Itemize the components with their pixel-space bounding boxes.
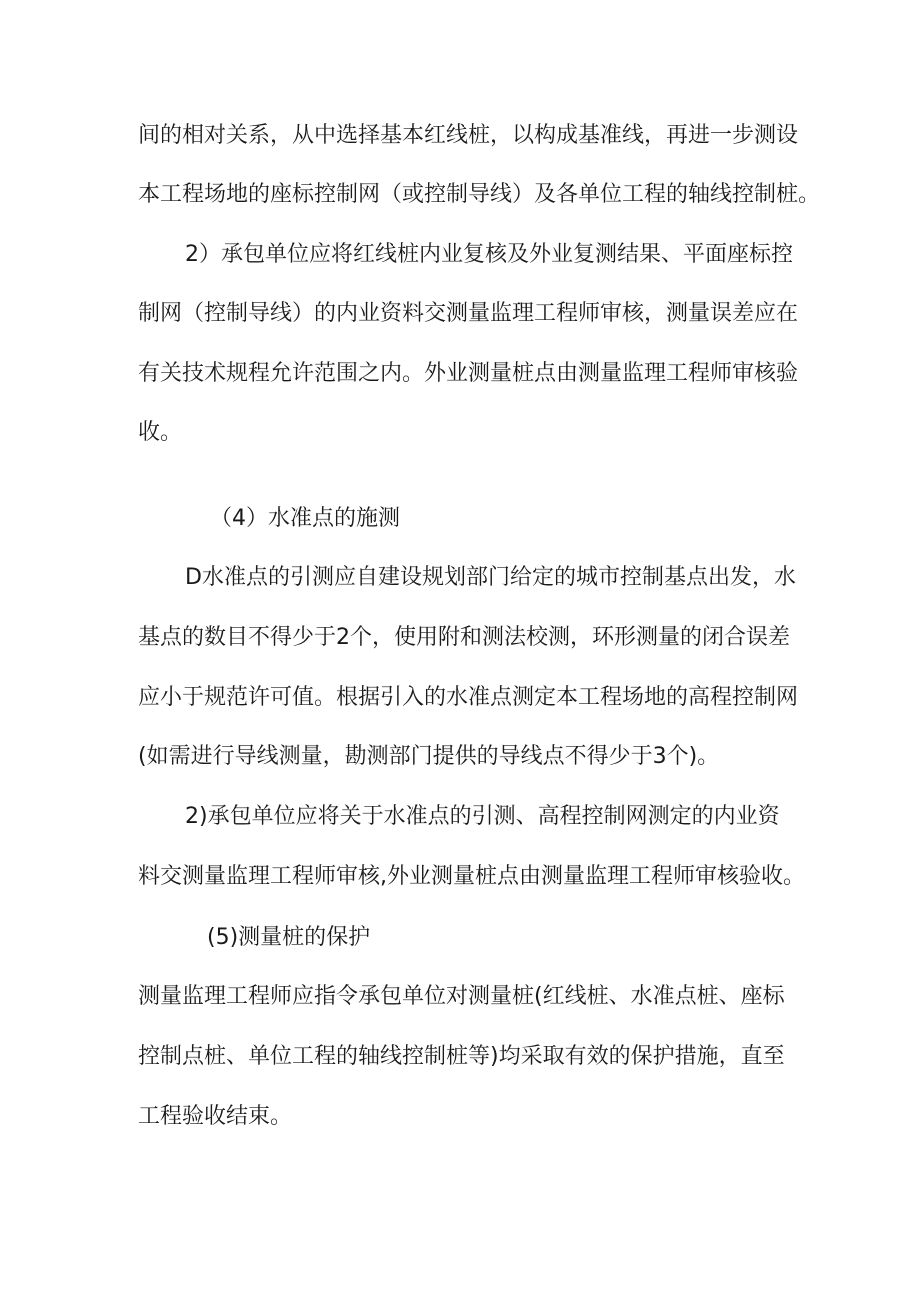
text-line-9: 基点的数目不得少于2个，使用附和测法校测，环形测量的闭合误差 xyxy=(138,625,790,650)
text-line-16: 控制点桩、单位工程的轴线控制桩等)均采取有效的保护措施，直至 xyxy=(138,1044,785,1069)
text-line-11: (如需进行导线测量，勘测部门提供的导线点不得少于3个)。 xyxy=(138,744,720,769)
text-line-17: 工程验收结束。 xyxy=(138,1104,293,1129)
text-line-5: 有关技术规程允许范围之内。外业测量桩点由测量监理工程师审核验 xyxy=(138,361,799,386)
text-line-12: 2)承包单位应将关于水准点的引测、高程控制网测定的内业资 xyxy=(185,804,780,829)
text-line-10: 应小于规范许可值。根据引入的水准点测定本工程场地的高程控制网 xyxy=(138,685,799,710)
text-line-1: 间的相对关系，从中选择基本红线桩，以构成基准线，再进一步测设 xyxy=(138,123,799,148)
section-heading-4: （4）水准点的施测 xyxy=(210,506,400,531)
text-line-2: 本工程场地的座标控制网（或控制导线）及各单位工程的轴线控制桩。 xyxy=(138,182,821,207)
text-line-15: 测量监理工程师应指令承包单位对测量桩(红线桩、水准点桩、座标 xyxy=(138,984,785,1009)
text-line-3: 2）承包单位应将红线桩内业复核及外业复测结果、平面座标控 xyxy=(185,242,793,267)
text-line-13: 料交测量监理工程师审核,外业测量桩点由测量监理工程师审核验收。 xyxy=(138,864,805,889)
section-heading-5: (5)测量桩的保护 xyxy=(207,925,371,950)
text-line-6: 收。 xyxy=(138,420,183,445)
text-line-8: D水准点的引测应自建设规划部门给定的城市控制基点出发，水 xyxy=(185,565,796,590)
text-line-4: 制网（控制导线）的内业资料交测量监理工程师审核，测量误差应在 xyxy=(138,301,799,326)
